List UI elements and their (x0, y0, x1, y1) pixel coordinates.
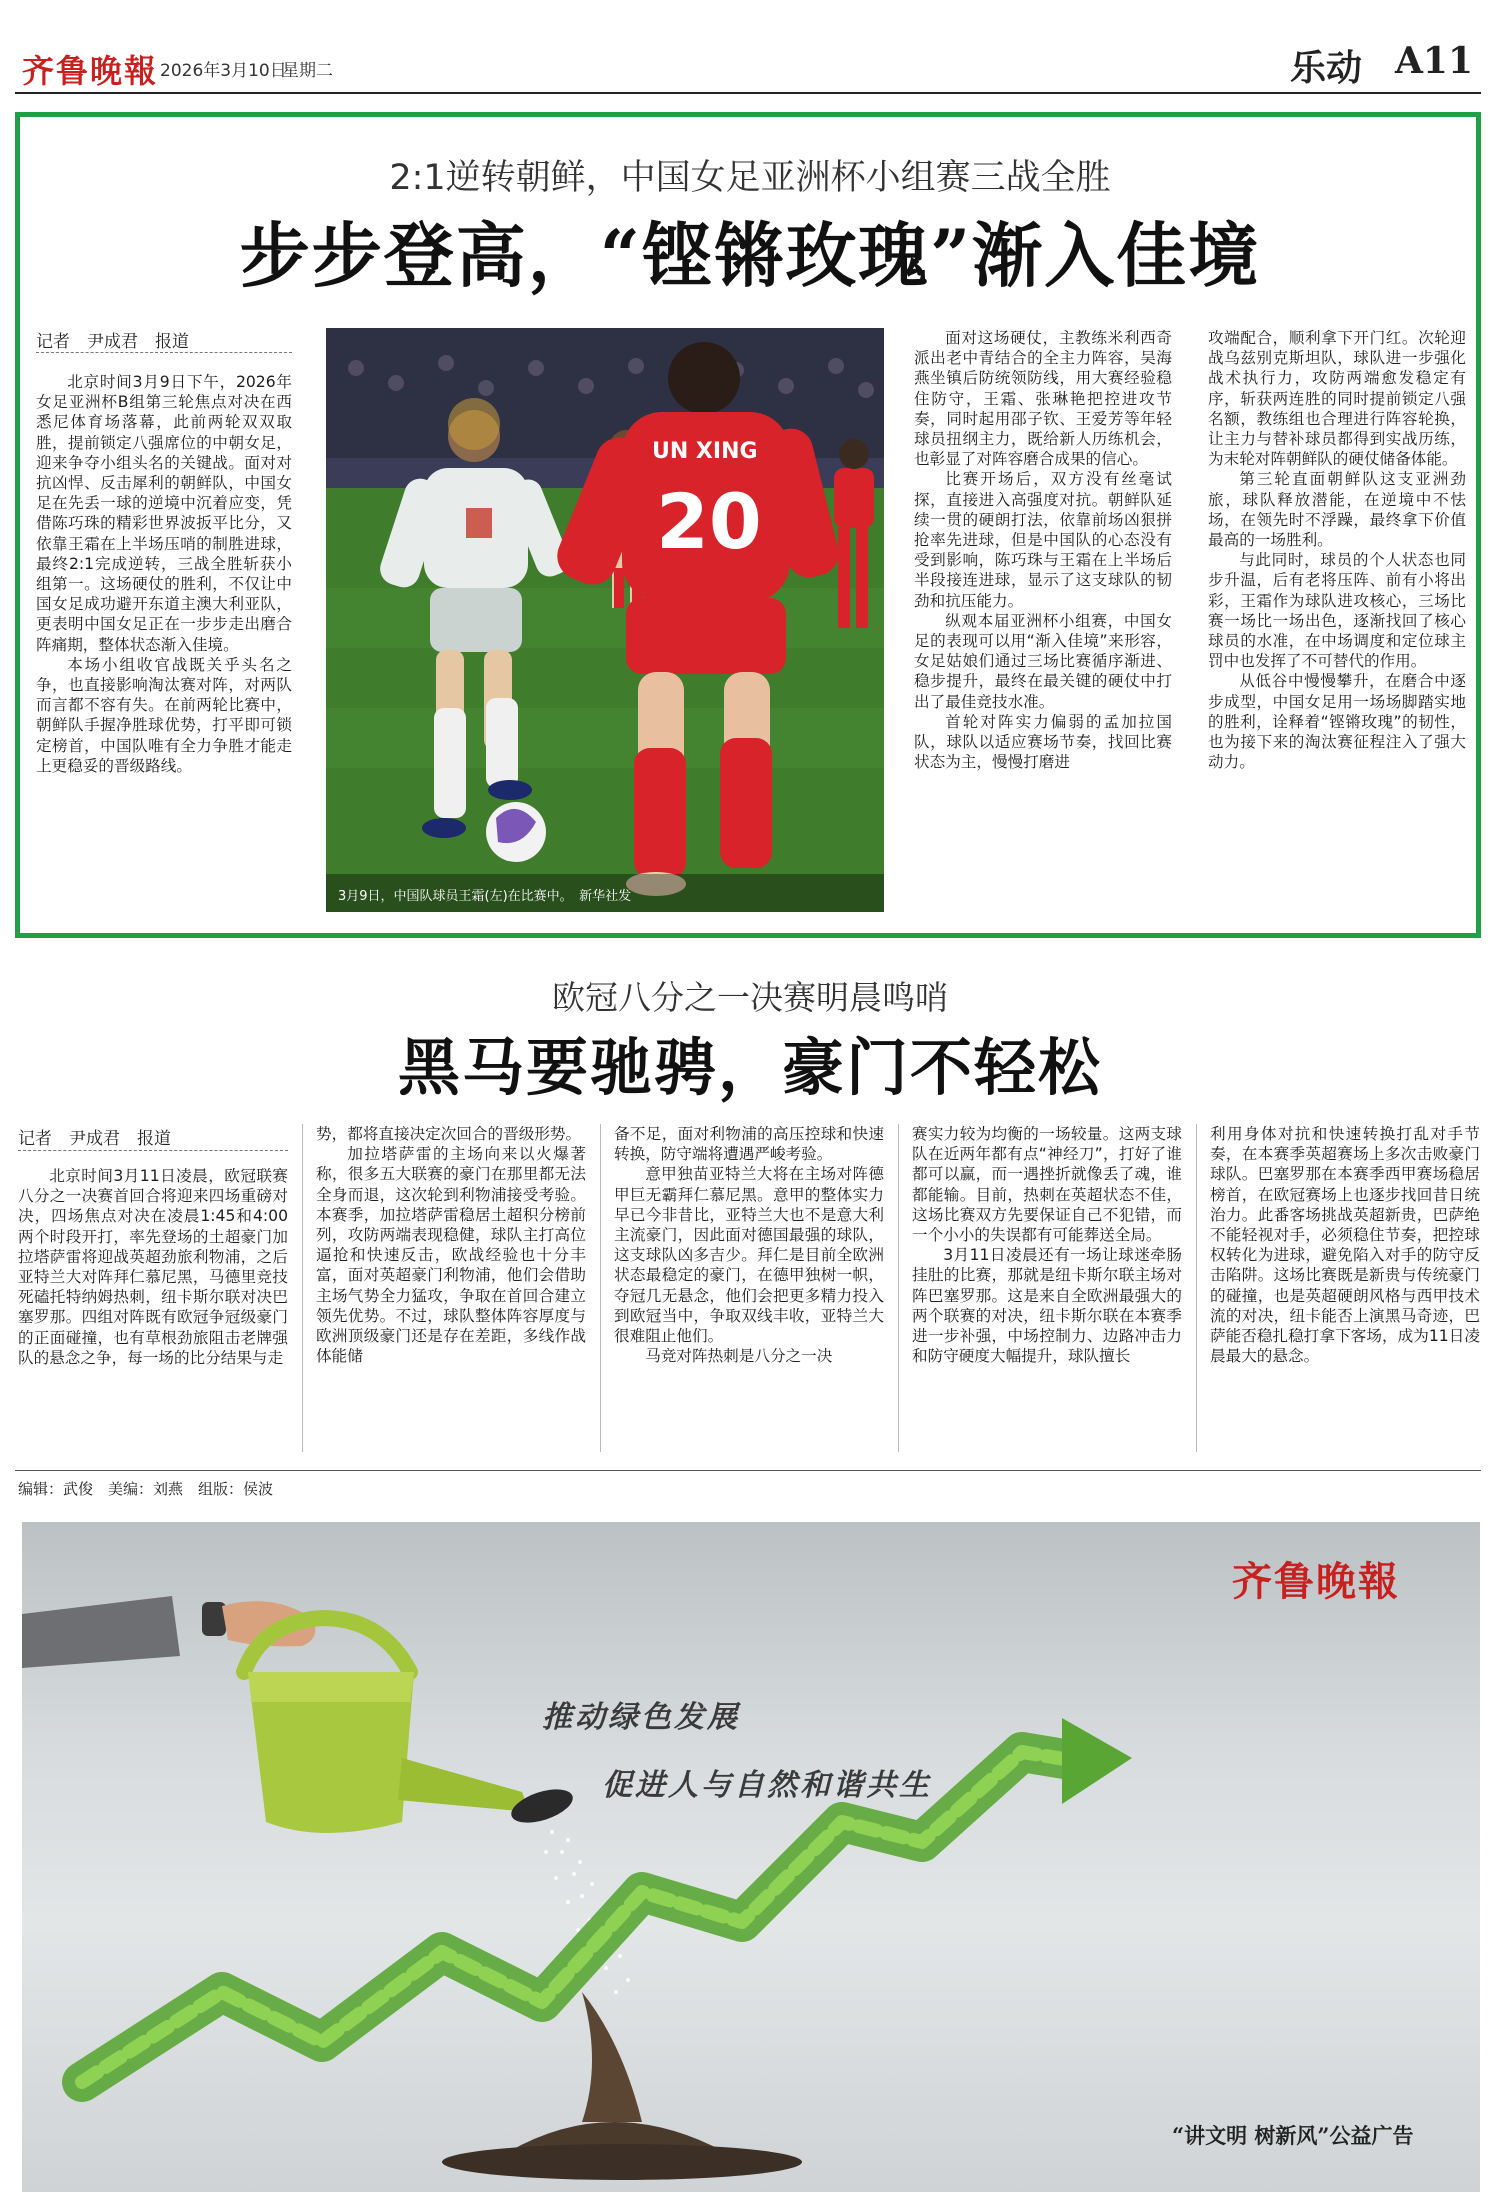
paragraph: 北京时间3月9日下午，2026年女足亚洲杯B组第三轮焦点对决在西悉尼体育场落幕，此前两轮双双取胜，提前锁定八强席位的中朝女足，迎来争夺小组头名的关键战。面对对抗凶悍、反击犀利的朝鲜队，中国女足在先丢一球的逆境中沉着应变，凭借陈巧珠的精彩世界波扳平比分，又依靠王霜在上半场压哨的制胜进球，最终2:1完成逆转，三战全胜斩获小组第一。这场硬仗的胜利，不仅让中国女足成功避开东道主澳大利亚队，更表明中国女足正在一步步走出磨合阵痛期，整体状态渐入佳境。 (36, 373, 292, 654)
paragraph: 利用身体对抗和快速转换打乱对手节奏，在本赛季英超赛场上多次击败豪门球队。巴塞罗那在本赛季西甲赛场稳居榜首，在欧冠赛场上也逐步找回昔日统治力。此番客场挑战英超新贵，巴萨绝不能轻视对手，必须稳住节奏，把控球权转化为进球，避免陷入对手的防守反击陷阱。这场比赛既是新贵与传统豪门的碰撞，也是英超硬朗风格与西甲技术流的对决，纽卡能否上演黑马奇迹，巴萨能否稳扎稳打拿下客场，成为11日凌晨最大的悬念。 (1210, 1125, 1480, 1366)
article2-kicker: 欧冠八分之一决赛明晨鸣哨 (552, 978, 948, 1017)
article2-column-1 (18, 1166, 288, 1368)
photo-illustration (326, 328, 884, 912)
ad-illustration (22, 1522, 1480, 2192)
paragraph: 赛实力较为均衡的一场较量。这两支球队在近两年都有点“神经刀”，打好了谁都可以赢，而一遇挫折就像丢了魂，谁都能输。目前，热刺在英超状态不佳，这场比赛双方先要保证自己不犯错，而一个小小的失误都有可能葬送全局。 (912, 1125, 1182, 1245)
issue-date: 2026年3月10日 (160, 61, 287, 81)
byline-divider (36, 352, 292, 353)
article2-headline: 黑马要驰骋，豪门不轻松 (397, 1031, 1102, 1104)
article1-column-1 (36, 372, 292, 776)
ad-footer: “讲文明 树新风”公益广告 (1172, 2123, 1414, 2148)
article2-column-4 (912, 1124, 1182, 1366)
paragraph: 本场小组收官战既关乎头名之争，也直接影响淘汰赛对阵，对两队而言都不容有失。在前两轮比赛中，朝鲜队手握净胜球优势，打平即可锁定榜首，中国队唯有全力争胜才能走上更稳妥的晋级路线。 (36, 655, 292, 775)
article1-kicker: 2:1逆转朝鲜，中国女足亚洲杯小组赛三战全胜 (389, 158, 1111, 198)
paragraph: 意甲独苗亚特兰大将在主场对阵德甲巨无霸拜仁慕尼黑。意甲的整体实力早已今非昔比，亚特兰大也不是意大利主流豪门，因此面对德国最强的球队，这支球队凶多吉少。拜仁是目前全欧洲状态最稳定的豪门，在德甲独树一帜，夺冠几无悬念，他们会把更多精力投入到欧冠当中，争取双线丰收，亚特兰大很难阻止他们。 (614, 1165, 884, 1346)
paragraph: 从低谷中慢慢攀升，在磨合中逐步成型，中国女足用一场场脚踏实地的胜利，诠释着“铿锵玫瑰”的韧性，也为接下来的淘汰赛征程注入了强大动力。 (1208, 672, 1466, 772)
article2-byline: 记者 尹成君 报道 (18, 1129, 171, 1149)
section-name: 乐动 (1290, 47, 1363, 89)
paragraph: 比赛开场后，双方没有丝毫试探，直接进入高强度对抗。朝鲜队延续一贯的硬朗打法，依靠前场凶狠拼抢率先进球，但是中国队的心态没有受到影响，陈巧珠与王霜在上半场后半段接连进球，显示了这支球队的韧劲和抗压能力。 (914, 470, 1172, 610)
paragraph: 势，都将直接决定次回合的晋级形势。 (316, 1125, 582, 1143)
paragraph: 北京时间3月11日凌晨，欧冠联赛八分之一决赛首回合将迎来四场重磅对决，四场焦点对决在凌晨1:45和4:00两个时段开打，率先登场的土超豪门加拉塔萨雷将迎战英超劲旅利物浦，之后亚特兰大对阵拜仁慕尼黑，马德里竞技死磕托特纳姆热刺，纽卡斯尔联对决巴塞罗那。四组对阵既有欧冠争冠级豪门的正面碰撞，也有草根劲旅阻击老牌强队的悬念之争，每一场的比分结果与走 (18, 1167, 288, 1367)
column-divider (898, 1124, 899, 1452)
article2-column-2 (316, 1124, 586, 1366)
editor-credits: 编辑：武俊 美编：刘燕 组版：侯波 (18, 1480, 274, 1498)
column-divider (302, 1124, 303, 1452)
ad-slogan-line-2: 促进人与自然和谐共生 (602, 1768, 932, 1803)
paragraph: 加拉塔萨雷的主场向来以火爆著称，很多五大联赛的豪门在那里都无法全身而退，这次轮到利物浦接受考验。本赛季，加拉塔萨雷稳居土超积分榜前列，攻防两端表现稳健，球队主打高位逼抢和快速反击，欧战经验也十分丰富，面对英超豪门利物浦，他们会借助主场气势全力猛攻，争取在首回合建立领先优势。不过，球队整体阵容厚度与欧洲顶级豪门还是存在差距，多线作战体能储 (316, 1145, 586, 1366)
masthead-rule (15, 92, 1481, 94)
byline-divider (18, 1150, 288, 1151)
column-divider (1196, 1124, 1197, 1452)
article2-column-3 (614, 1124, 884, 1366)
svg-text:UN XING: UN XING (652, 439, 758, 464)
paragraph: 首轮对阵实力偏弱的孟加拉国队，球队以适应赛场节奏，找回比赛状态为主，慢慢打磨进 (914, 712, 1172, 772)
issue-weekday: 星期二 (282, 61, 333, 81)
article1-column-3 (1208, 328, 1466, 772)
paragraph: 备不足，面对利物浦的高压控球和快速转换，防守端将遭遇严峻考验。 (614, 1125, 884, 1164)
paragraph: 纵观本届亚洲杯小组赛，中国女足的表现可以用“渐入佳境”来形容，女足姑娘们通过三场比赛循序渐进、稳步提升，最终在最关键的硬仗中打出了最佳竞技水准。 (914, 611, 1172, 711)
public-service-ad (22, 1522, 1480, 2192)
svg-text:20: 20 (656, 477, 762, 566)
masthead-logo: 齐鲁晚報 (22, 52, 159, 90)
footer-rule (15, 1470, 1481, 1471)
ad-logo: 齐鲁晚報 (1232, 1558, 1400, 1605)
paragraph: 与此同时，球员的个人状态也同步升温，后有老将压阵、前有小将出彩，王霜作为球队进攻核心，三场比赛一场比一场出色，逐渐找回了核心球员的水准，在中场调度和定位球主罚中也发挥了不可替代的作用。 (1208, 551, 1466, 671)
ad-slogan-line-1: 推动绿色发展 (542, 1700, 740, 1735)
paragraph: 3月11日凌晨还有一场让球迷牵肠挂肚的比赛，那就是纽卡斯尔联主场对阵巴塞罗那。这是来自全欧洲最强大的两个联赛的对决，纽卡斯尔联在本赛季进一步补强，中场控制力、边路冲击力和防守硬度大幅提升，球队擅长 (912, 1246, 1182, 1366)
article2-column-5 (1210, 1124, 1480, 1366)
paragraph: 面对这场硬仗，主教练米利西奇派出老中青结合的全主力阵容，吴海燕坐镇后防统领防线，用大赛经验稳住防守，王霜、张琳艳把控进攻节奏，同时起用邵子钦、王爱芳等年轻球员扭纲主力，既给新人历练机会，也彰显了对阵容磨合成果的信心。 (914, 329, 1172, 469)
column-divider (600, 1124, 601, 1452)
article1-headline: 步步登高，“铿锵玫瑰”渐入佳境 (239, 214, 1261, 297)
page-number: A11 (1395, 40, 1474, 82)
photo-caption: 3月9日，中国队球员王霜(左)在比赛中。 新华社发 (338, 889, 632, 904)
paragraph: 马竞对阵热刺是八分之一决 (645, 1347, 833, 1366)
paragraph: 攻端配合，顺利拿下开门红。次轮迎战乌兹别克斯坦队，球队进一步强化战术执行力，攻防两端愈发稳定有序，斩获两连胜的同时提前锁定八强名额，教练组也合理进行阵容轮换，让主力与替补球员都得到实战历练，为末轮对阵朝鲜队的硬仗储备体能。 (1208, 329, 1466, 469)
article1-column-2 (914, 328, 1172, 772)
article1-byline: 记者 尹成君 报道 (36, 332, 189, 352)
match-photo (326, 328, 884, 912)
paragraph: 第三轮直面朝鲜队这支亚洲劲旅，球队释放潜能，在逆境中不怯场，在领先时不浮躁，最终拿下价值最高的一场胜利。 (1208, 470, 1466, 550)
